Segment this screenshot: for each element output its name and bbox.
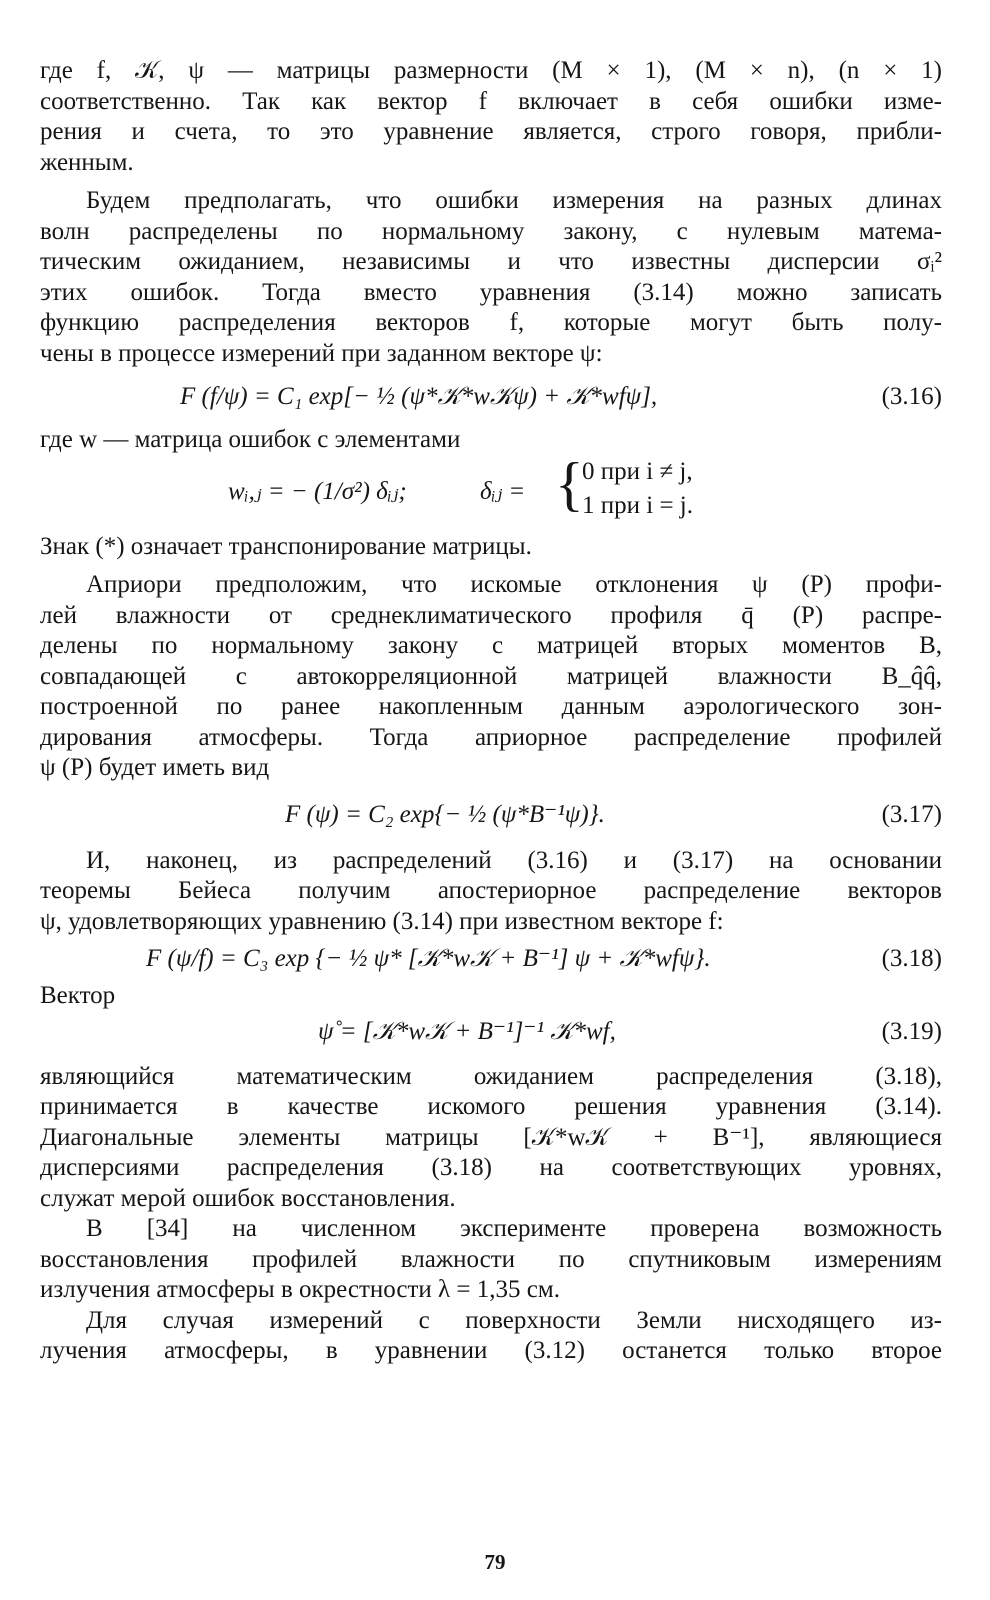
text-line: рения и счета, то это уравнение является, строго говоря, прибли- [40,118,942,145]
text-line: являющийся математическим ожиданием распределения (3.18), [40,1062,942,1090]
paragraph-2 [40,186,942,369]
equation-body: F (f/ψ) = C₁ exp[− ½ (ψ*𝒦*w𝒦ψ) + 𝒦*wfψ], [180,383,658,410]
text-line: служат мерой ошибок восстановления. [40,1184,456,1212]
text-line: лучения атмосферы, в уравнении (3.12) останется только второе [40,1337,942,1364]
case-2: 1 при i = j. [582,491,693,519]
text-line: принимается в качестве искомого решения уравнения (3.14). [40,1093,942,1120]
equation-number: (3.19) [881,1017,942,1045]
text-line: излучения атмосферы в окрестности λ = 1,35 см. [40,1276,560,1303]
paragraph-1 [40,56,942,178]
left-brace: { [555,450,584,517]
text-line: ψ, удовлетворяющих уравнению (3.14) при известном векторе f: [40,907,724,935]
text-line: функцию распределения векторов f, которые могут быть полу- [40,309,942,336]
text-line: построенной по ранее накопленным данным аэрологического зон- [40,693,942,720]
text-line: В [34] на численном эксперименте проверена возможность [86,1215,942,1242]
equation-body: ψ̊ = [𝒦*w𝒦 + B⁻¹]⁻¹ 𝒦*wf, [318,1017,616,1045]
text-line: теоремы Бейеса получим апостериорное распределение векторов [40,877,942,904]
text-line: дисперсиями распределения (3.18) на соответствующих уровнях, [40,1154,942,1181]
text-line: этих ошибок. Тогда вместо уравнения (3.14) можно записать [40,278,942,306]
text-line: где w — матрица ошибок с элементами [40,426,461,453]
case-1: 0 при i ≠ j, [582,457,693,485]
text-line: Априори предположим, что искомые отклонения ψ (P) профи- [86,571,942,598]
text-line: женным. [40,148,134,176]
equation-3-16 [40,369,942,425]
text-line: дирования атмосферы. Тогда априорное распределение профилей [40,723,942,751]
equation-number: (3.18) [881,945,942,972]
equation-3-18 [40,937,942,981]
page-body [40,56,942,1367]
text-line: чены в процессе измерений при заданном векторе ψ: [40,339,603,367]
equation-3-17 [40,784,942,846]
text-line: лей влажности от среднеклиматического профиля q̄ (P) распре- [40,601,942,629]
equation-w: wᵢ,ⱼ = − (1/σ²) δᵢⱼ; [228,477,407,505]
paragraph-6 [40,846,942,938]
text-line: И, наконец, из распределений (3.16) и (3.17) на основании [86,846,942,874]
text-line: Знак (*) означает транспонирование матрицы. [40,532,532,560]
text-line: ψ (P) будет иметь вид [40,754,270,781]
equation-delta: δᵢⱼ = [480,477,526,505]
text-line: делены по нормальному закону с матрицей вторых моментов B, [40,632,942,659]
page-number: 79 [484,1550,506,1574]
text-line: тическим ожиданием, независимы и что известны дисперсии σᵢ² [40,248,942,275]
text-line: Для случая измерений с поверхности Земли нисходящего из- [86,1306,942,1334]
equation-number: (3.16) [881,383,942,410]
equation-w-delta [40,450,942,526]
paragraph-9 [40,1214,942,1306]
paragraph-8 [40,1062,942,1215]
text-line: Вектор [40,982,116,1009]
text-line: Будем предполагать, что ошибки измерения на разных длинах [86,187,942,214]
text-line: восстановления профилей влажности по спутниковым измерениям [40,1245,942,1273]
text-line: где f, 𝒦, ψ — матрицы размерности (M × 1), (M × n), (n × 1) [40,57,942,84]
text-line: совпадающей с автокорреляционной матрицей влажности B_q̂q̂, [40,662,942,690]
equation-number: (3.17) [881,800,942,828]
equation-body: F (ψ/f) = C₃ exp {− ½ ψ* [𝒦*w𝒦 + B⁻¹] ψ + 𝒦*wfψ}. [146,945,711,972]
text-line: соответственно. Так как вектор f включает в себя ошибки изме- [40,87,942,115]
text-line: Диагональные элементы матрицы [𝒦*w𝒦 + B⁻¹], являющиеся [40,1123,942,1151]
text-line: волн распределены по нормальному закону, с нулевым матема- [40,217,942,245]
paragraph-10 [40,1306,942,1367]
paragraph-5 [40,570,942,784]
equation-3-19 [40,1012,942,1062]
equation-body: F (ψ) = C₂ exp{− ½ (ψ*B⁻¹ψ)}. [285,800,605,828]
